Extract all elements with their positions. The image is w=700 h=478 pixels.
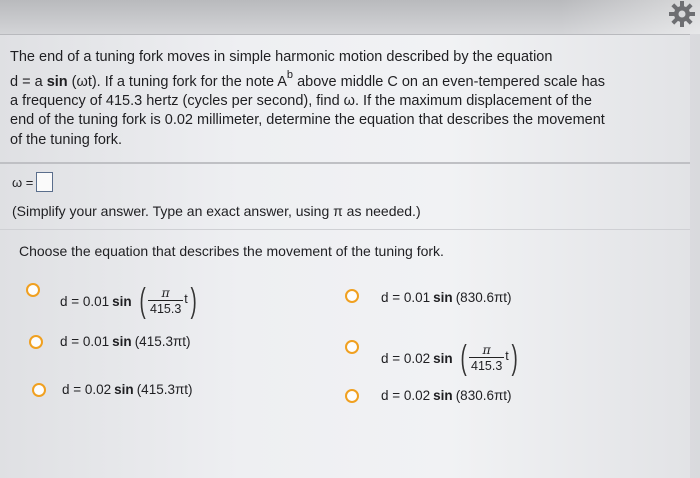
fraction (148, 286, 183, 316)
radio-option-b[interactable] (345, 289, 359, 303)
option-d-prefix: d = 0.02 (381, 350, 431, 366)
divider (0, 162, 690, 164)
question-line-5: of the tuning fork. (10, 131, 123, 148)
omega-label: ω = (12, 174, 34, 190)
option-c-prefix: d = 0.01 (60, 334, 110, 349)
radio-option-a[interactable] (26, 283, 40, 297)
option-d-fraction (458, 341, 520, 375)
option-e-label[interactable] (62, 382, 193, 397)
equation-sin: sin (46, 73, 68, 90)
fraction-numerator: π (161, 285, 170, 300)
option-c-label[interactable] (60, 334, 191, 349)
radio-option-e[interactable] (32, 383, 46, 397)
radio-option-f[interactable] (345, 389, 359, 403)
option-b-arg: (830.6πt) (455, 290, 512, 305)
omega-answer-row (12, 172, 53, 192)
note-flat: b (286, 68, 294, 81)
gear-icon[interactable] (668, 0, 696, 28)
question-line-4: end of the tuning fork is 0.02 millimeter, determine the equation that describes the movement (10, 112, 605, 129)
option-f-label[interactable] (381, 388, 512, 403)
option-f-prefix: d = 0.02 (381, 388, 431, 403)
radio-option-d[interactable] (345, 340, 359, 354)
top-toolbar (0, 0, 700, 34)
option-c-arg: (415.3πt) (134, 334, 191, 349)
option-f-arg: (830.6πt) (455, 388, 512, 403)
equation-prefix: d = a (10, 73, 43, 90)
question-line-3: a frequency of 415.3 hertz (cycles per second), find ω. If the maximum displacement of the (10, 92, 592, 109)
question-line-1: The end of a tuning fork moves in simple harmonic motion described by the equation (10, 49, 553, 65)
option-f-sin: sin (433, 388, 453, 403)
option-b-prefix: d = 0.01 (381, 290, 431, 305)
question-text (10, 48, 686, 150)
option-a-fraction (137, 284, 199, 318)
equation-arg: (ωt). (71, 73, 101, 90)
fraction (469, 343, 504, 373)
option-c-sin: sin (112, 334, 132, 349)
time-variable: t (505, 349, 509, 363)
option-a-prefix: d = 0.01 (60, 293, 110, 309)
fraction-numerator: π (482, 342, 491, 357)
right-paren: ) (190, 282, 197, 320)
option-e-prefix: d = 0.02 (62, 382, 112, 397)
option-a-label[interactable] (60, 284, 199, 318)
radio-option-c[interactable] (29, 335, 43, 349)
left-paren: ( (139, 282, 146, 320)
option-a-sin: sin (112, 293, 132, 309)
question-line-2 (10, 68, 686, 92)
option-d-sin: sin (433, 350, 453, 366)
option-b-label[interactable] (381, 290, 512, 305)
fraction-denominator: 415.3 (150, 302, 182, 316)
time-variable: t (184, 292, 188, 306)
option-d-label[interactable] (381, 341, 520, 375)
divider (0, 229, 690, 230)
omega-answer-input[interactable] (36, 172, 53, 192)
right-paren: ) (511, 339, 518, 377)
choose-prompt: Choose the equation that describes the movement of the tuning fork. (19, 243, 444, 259)
question-line-2-mid: If a tuning fork for the note A (100, 73, 287, 90)
answer-hint: (Simplify your answer. Type an exact answer, using π as needed.) (12, 203, 421, 219)
option-b-sin: sin (433, 290, 453, 305)
question-line-2-end: above middle C on an even-tempered scale has (293, 73, 605, 90)
option-e-sin: sin (114, 382, 134, 397)
option-e-arg: (415.3πt) (136, 382, 193, 397)
left-paren: ( (460, 339, 467, 377)
fraction-denominator: 415.3 (471, 359, 503, 373)
